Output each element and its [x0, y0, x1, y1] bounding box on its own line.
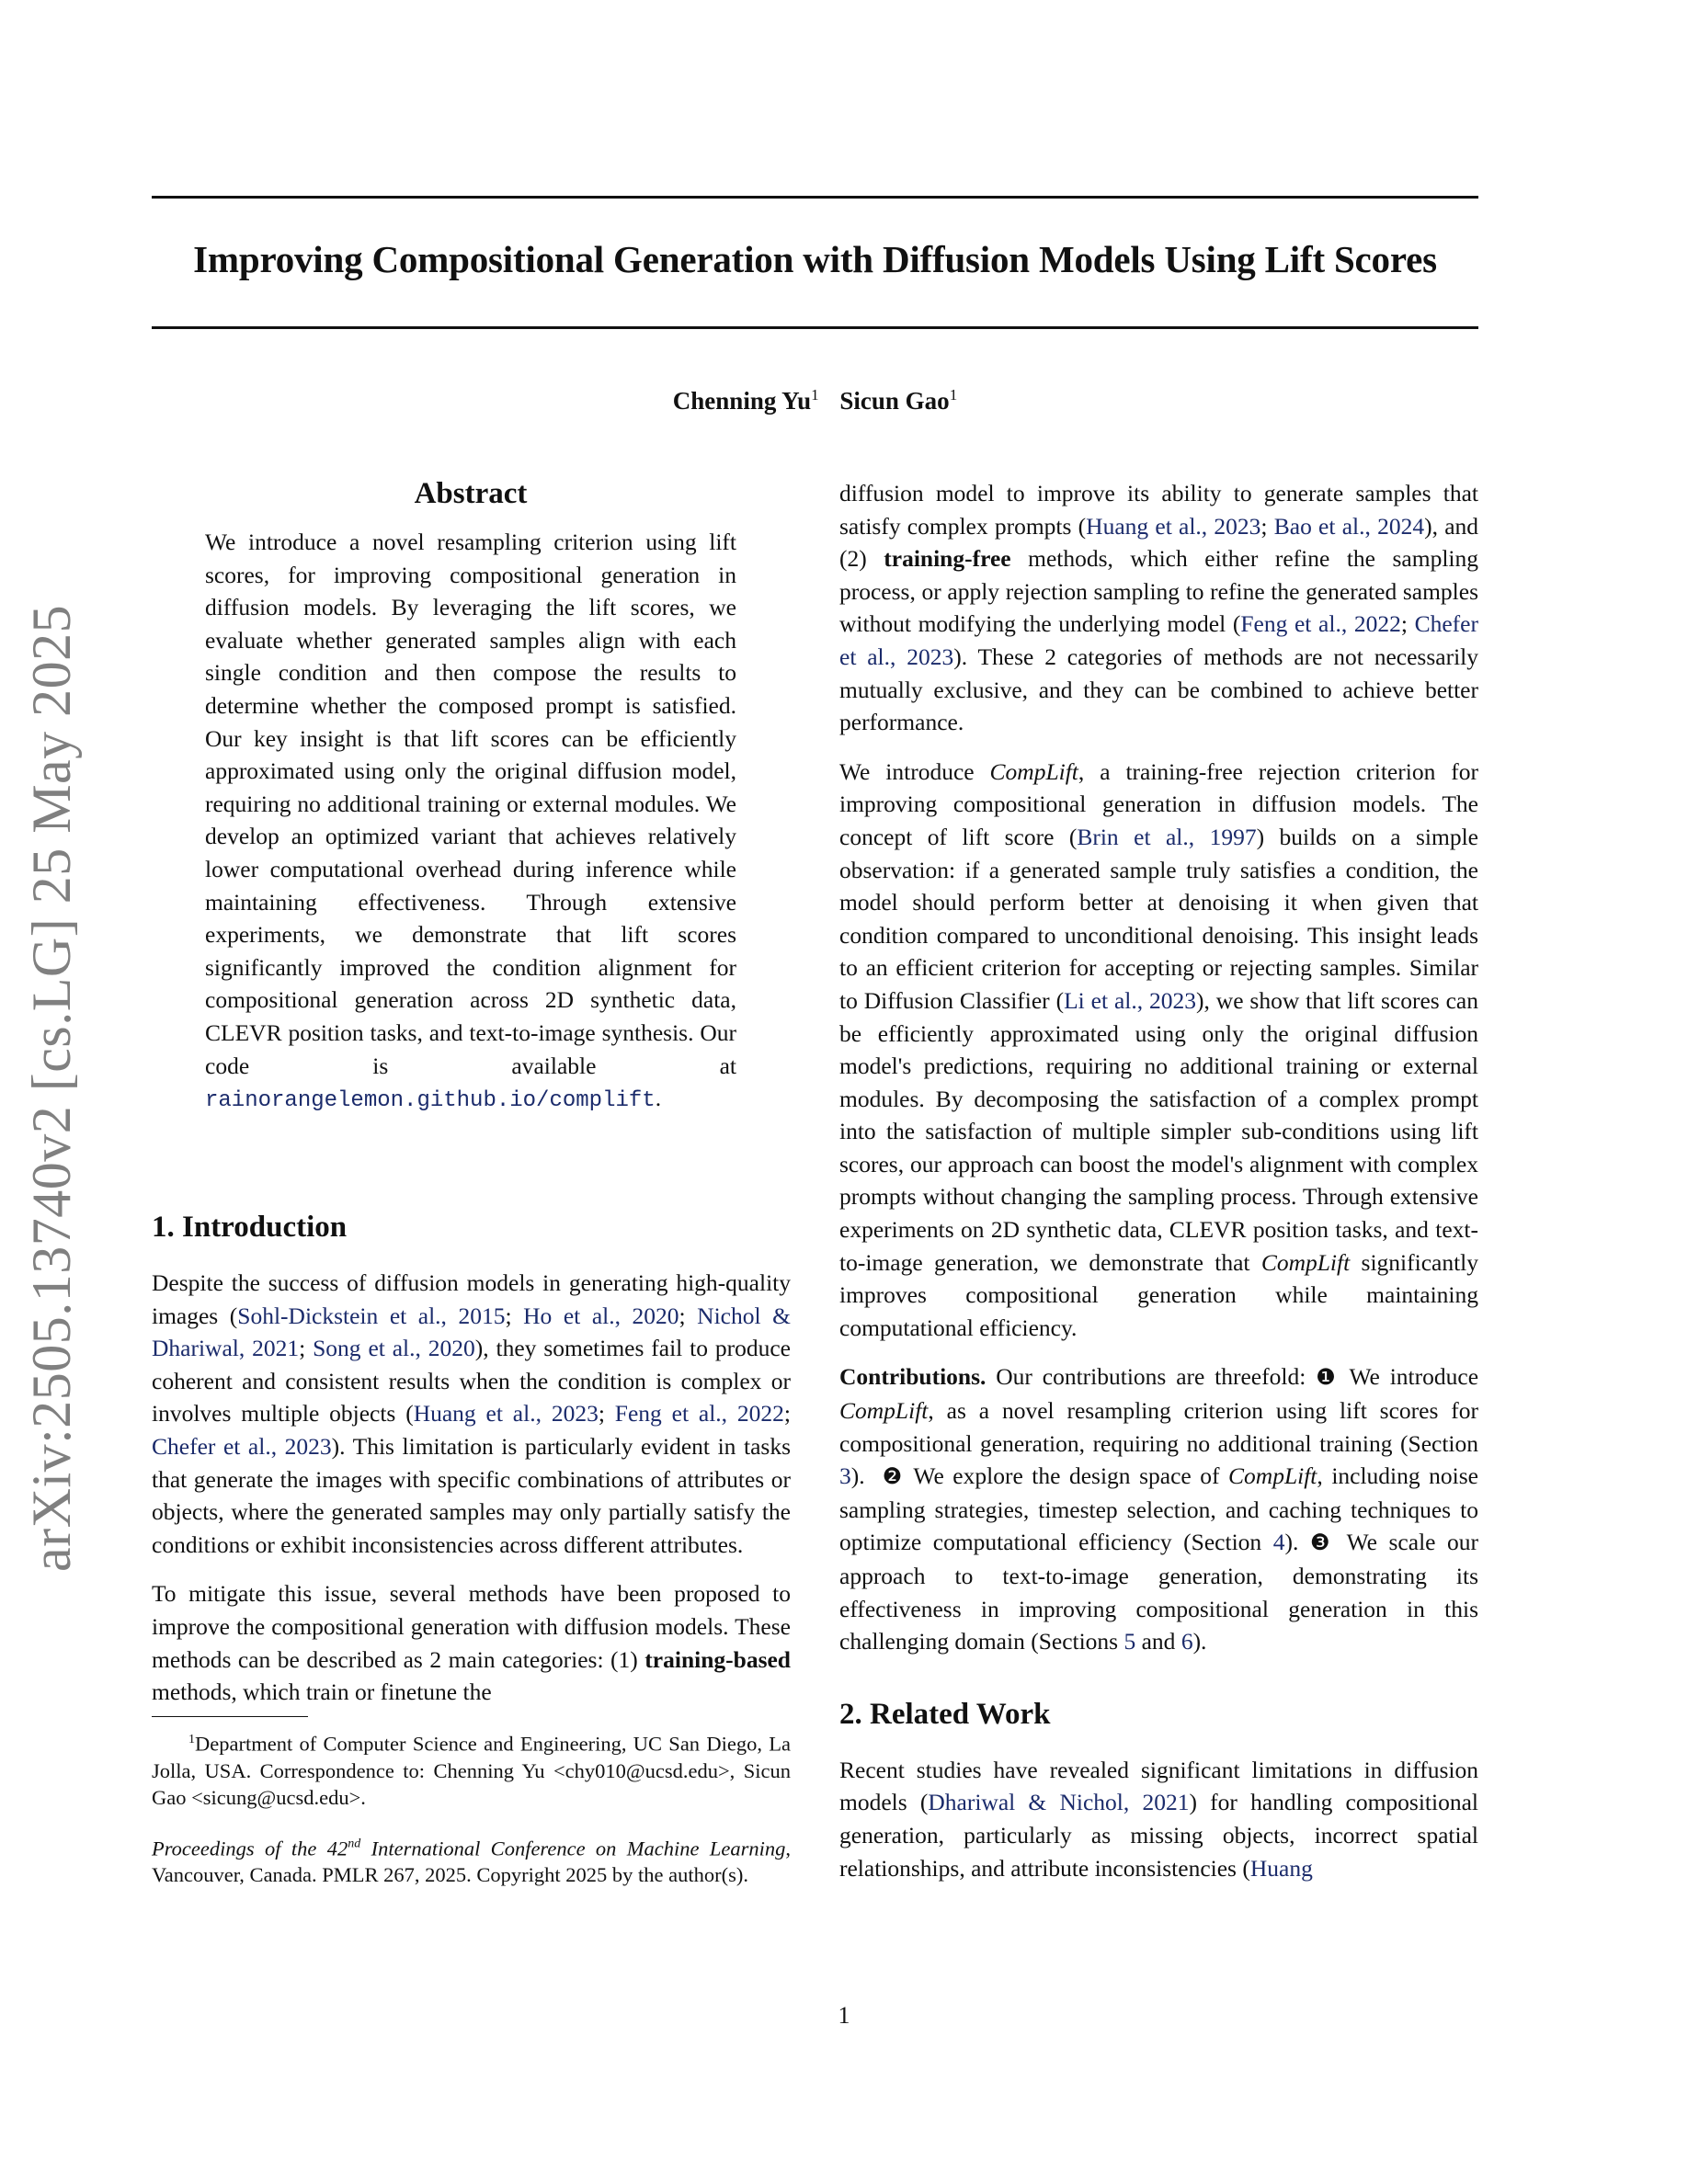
text: International Conference on Machine Learning [360, 1837, 786, 1860]
text: ), and (2) [839, 512, 1479, 573]
text: Recent studies have revealed significant limitations in diffusion models ( [839, 1756, 1478, 1816]
text: ). [850, 1462, 883, 1490]
text: Despite the success of diffusion models in generating high-quality images ( [152, 1269, 791, 1329]
section-heading-introduction: 1. Introduction [152, 1211, 348, 1244]
method-name: CompLift [989, 757, 1078, 785]
text: methods, which train or finetune the [152, 1678, 492, 1706]
citation-link[interactable]: Huang et al., 2023 [413, 1400, 599, 1428]
text: , a training-free rejection criterion for improving compositional generation in diffusion models. The concept of lift score ( [839, 757, 1478, 850]
affiliation-mark: 1 [949, 386, 958, 404]
section-ref-link[interactable]: 3 [839, 1462, 851, 1490]
text: To mitigate this issue, several methods have been proposed to improve the compositional generation with diffusion models. These methods can be described as 2 main categories: (1) [152, 1580, 791, 1673]
citation-link[interactable]: Huang et al., 2023 [1086, 512, 1261, 540]
text: ; [1400, 610, 1415, 638]
number-three-icon: ❸ [1309, 1530, 1336, 1556]
section-ref-link[interactable]: 4 [1272, 1529, 1285, 1556]
title-rule-bottom [152, 326, 1478, 329]
citation-link[interactable]: Sohl-Dickstein et al., 2015 [237, 1302, 506, 1329]
number-two-icon: ❷ [882, 1463, 906, 1490]
text: Proceedings of the 42 [152, 1837, 348, 1860]
bold-term: training-based [644, 1645, 791, 1673]
section-ref-link[interactable]: 5 [1123, 1628, 1136, 1655]
bold-term: training-free [884, 545, 1011, 573]
text: ; [679, 1302, 698, 1329]
citation-link[interactable]: Dhariwal & Nichol, 2021 [928, 1789, 1190, 1816]
number-one-icon: ❶ [1316, 1364, 1340, 1391]
section-ref-link[interactable]: 6 [1180, 1628, 1193, 1655]
citation-link[interactable]: Song et al., 2020 [313, 1335, 475, 1362]
section-heading-related-work: 2. Related Work [839, 1697, 1051, 1731]
text: ), we show that lift scores can be efficiently approximated using only the original diffusion model's predictions, requiring no additional training or external modules. By decomposing the satisfaction of a complex prompt into the satisfaction of multiple simpler sub-conditions using lift scores, our approach can boost the model's alignment with complex prompts without changing the sampling process. Through extensive experiments on 2D synthetic data, CLEVR position tasks, and text-to-image generation, we demonstrate that [839, 986, 1478, 1276]
page-number: 1 [838, 2002, 850, 2029]
abstract [205, 471, 736, 1118]
citation-link[interactable]: Feng et al., 2022 [1240, 610, 1401, 638]
proceedings-note [152, 1831, 791, 1889]
intro-paragraph-2-start [152, 1577, 791, 1708]
text: ; [783, 1400, 792, 1428]
text: ) for handling compositional generation, particularly as missing objects, incorrect spatial relationships, and attribute inconsistencies ( [839, 1789, 1478, 1882]
text: significantly improves compositional generation while maintaining computational efficiency. [839, 1248, 1478, 1341]
citation-link[interactable]: Feng et al., 2022 [614, 1400, 784, 1428]
abstract-heading: Abstract [414, 477, 528, 510]
method-name: CompLift [1260, 1248, 1351, 1276]
text: We scale our approach to text-to-image generation, demonstrating its effectiveness in improving compositional generation in this challenging domain (Sections [839, 1529, 1478, 1655]
right-column [839, 477, 1478, 1901]
text: We introduce [1340, 1363, 1479, 1391]
text: , Vancouver, Canada. PMLR 267, 2025. Copyright 2025 by the author(s). [152, 1837, 792, 1887]
text: We introduce [839, 757, 990, 785]
text: ). [1284, 1529, 1310, 1556]
abstract-body [205, 526, 736, 1118]
contributions-paragraph [839, 1360, 1478, 1657]
related-work-paragraph [839, 1754, 1478, 1884]
paragraph-lead: Contributions. [839, 1363, 987, 1391]
punctuation: . [655, 1085, 662, 1112]
footnote-rule [152, 1716, 308, 1718]
citation-link[interactable]: Ho et al., 2020 [523, 1302, 679, 1329]
author-2 [839, 387, 957, 415]
method-name: CompLift [839, 1397, 929, 1425]
text: ; [505, 1302, 524, 1329]
citation-link[interactable]: Bao et al., 2024 [1273, 512, 1425, 540]
author-list [152, 386, 1478, 415]
text: Our contributions are threefold: [986, 1363, 1317, 1391]
arxiv-stamp: arXiv:2505.13740v2 [cs.LG] 25 May 2025 [21, 604, 82, 1572]
paper-title: Improving Compositional Generation with Diffusion Models Using Lift Scores [193, 238, 1437, 280]
intro-paragraph-2-cont [839, 477, 1478, 739]
citation-link[interactable]: Li et al., 2023 [1064, 986, 1197, 1014]
text: ), they sometimes fail to produce coherent and consistent results when the condition is complex or involves multiple objects ( [152, 1335, 791, 1428]
text: ; [1260, 512, 1274, 540]
method-name: CompLift [1228, 1462, 1317, 1490]
text: ). These 2 categories of methods are not necessarily mutually exclusive, and they can be combined to achieve better performance. [839, 643, 1478, 736]
text: and [1135, 1628, 1181, 1655]
text: diffusion model to improve its ability to generate samples that satisfy complex prompts ( [839, 480, 1478, 540]
text: We explore the design space of [905, 1462, 1229, 1490]
text: ; [299, 1335, 314, 1362]
text: , including noise sampling strategies, timestep selection, and caching techniques to optimize computational efficiency (Section [839, 1462, 1478, 1556]
author-1 [673, 387, 819, 415]
citation-link[interactable]: Nichol & Dhariwal, 2021 [152, 1302, 791, 1362]
affiliation-mark: 1 [811, 386, 819, 404]
footnote-affiliation [152, 1726, 791, 1811]
footnote-mark: 1 [188, 1733, 195, 1747]
intro-paragraph-1 [152, 1267, 791, 1561]
text: ; [598, 1400, 615, 1428]
abstract-text: We introduce a novel resampling criterion using lift scores, for improving compositional generation in diffusion models. By leveraging the lift scores, we evaluate whether generated samples align with each single condition and then compose the results to determine whether the composed prompt is satisfied. Our key insight is that lift scores can be efficiently approximated using only the original diffusion model, requiring no additional training or external modules. We develop an optimized variant that achieves relatively lower computational overhead during inference while maintaining effectiveness. Through extensive experiments, we demonstrate that lift scores significantly improved the condition alignment for compositional generation across 2D synthetic data, CLEVR position tasks, and text-to-image synthesis. Our code is available at [205, 529, 736, 1079]
code-link[interactable]: rainorangelemon.github.io/complift [205, 1088, 656, 1114]
text: ). [1192, 1628, 1207, 1655]
citation-link[interactable]: Chefer et al., 2023 [839, 610, 1478, 670]
left-column [152, 1204, 791, 1905]
superscript: nd [348, 1837, 361, 1851]
author-name: Sicun Gao [839, 387, 950, 415]
text: methods, which either refine the sampling process, or apply rejection sampling to refine the generated samples without modifying the underlying model ( [839, 545, 1478, 638]
citation-link[interactable]: Brin et al., 1997 [1077, 823, 1257, 850]
citation-link[interactable]: Huang [1249, 1854, 1313, 1882]
author-name: Chenning Yu [672, 387, 812, 415]
text: , as a novel resampling criterion using lift scores for compositional generation, requiring no additional training (Section [839, 1397, 1478, 1457]
title-rule-top [152, 196, 1478, 199]
footnote-text: Department of Computer Science and Engineering, UC San Diego, La Jolla, USA. Correspondence to: Chenning Yu <chy010@ucsd.edu>, Sicun Gao <sicung@ucsd.edu>. [152, 1732, 791, 1809]
citation-link[interactable]: Chefer et al., 2023 [152, 1432, 332, 1460]
text: ) builds on a simple observation: if a generated sample truly satisfies a condition, the model should perform better at denoising it when given that condition compared to unconditional denoising. This insight leads to an efficient criterion for accepting or rejecting samples. Similar to Diffusion Classifier ( [839, 823, 1478, 1014]
intro-paragraph-3 [839, 756, 1478, 1345]
text: ). This limitation is particularly evident in tasks that generate the images with specific combinations of attributes or objects, where the generated samples may only partially satisfy the conditions or exhibit inconsistencies across different attributes. [152, 1432, 791, 1558]
